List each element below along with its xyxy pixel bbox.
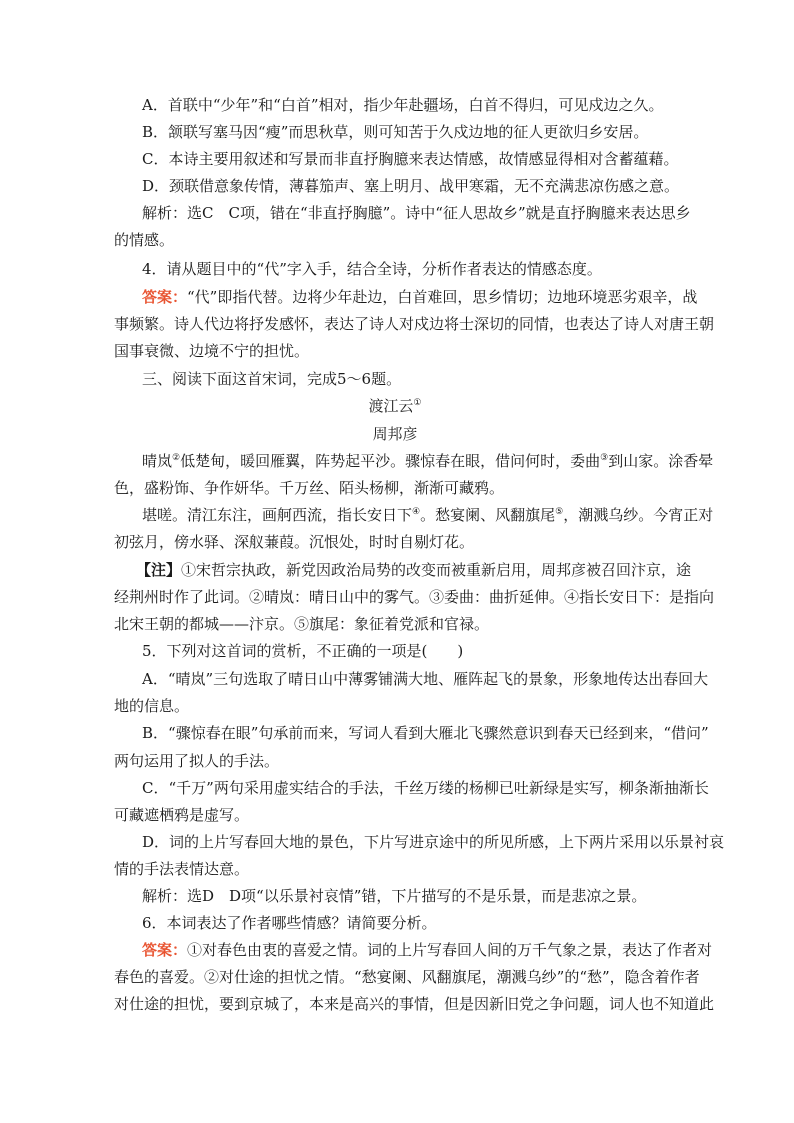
q3-analysis-line1: 解析：选C C项，错在“非直抒胸臆”。诗中“征人思故乡”就是直抒胸臆来表达思乡 xyxy=(142,204,691,222)
notes-label: 【注】 xyxy=(136,561,182,579)
answer-label: 答案： xyxy=(142,288,188,306)
q5-question: 5．下列对这首词的赏析，不正确的一项是( ) xyxy=(142,642,464,660)
q5-d-line1: D．词的上片写春回大地的景色，下片写进京途中的所见所感，上下两片采用以乐景衬哀 xyxy=(142,833,725,851)
poem-author: 周邦彦 xyxy=(372,425,418,443)
q4-answer-line2: 事频繁。诗人代边将抒发感怀，表达了诗人对戍边将士深切的同情，也表达了诗人对唐王朝 xyxy=(114,315,715,333)
notes-line2: 经荆州时作了此词。②晴岚：晴日山中的雾气。③委曲：曲折延伸。④指长安日下：是指向 xyxy=(114,588,715,606)
notes-line1: 【注】①宋哲宗执政，新党因政治局势的改变而被重新启用，周邦彦被召回汴京，途 xyxy=(136,561,692,579)
q3-option-a: A．首联中“少年”和“白首”相对，指少年赴疆场，白首不得归，可见戍边之久。 xyxy=(142,96,664,114)
q5-a-line1: A．“晴岚”三句选取了晴日山中薄雾铺满大地、雁阵起飞的景象，形象地传达出春回大 xyxy=(142,670,709,688)
q3-option-c: C．本诗主要用叙述和写景而非直抒胸臆来表达情感，故情感显得相对含蓄蕴藉。 xyxy=(142,150,679,168)
answer-label: 答案： xyxy=(142,941,188,959)
q3-option-d: D．颈联借意象传情，薄暮笳声、塞上明月、战甲寒霜，无不充满悲凉伤感之意。 xyxy=(142,177,680,195)
q6-answer-line1: 答案：①对春色由衷的喜爱之情。词的上片写春回人间的万千气象之景，表达了作者对 xyxy=(142,941,713,959)
q5-a-line2: 地的信息。 xyxy=(114,697,190,715)
q3-analysis-line2: 的情感。 xyxy=(114,231,175,249)
q5-c-line1: C．“千万”两句采用虚实结合的手法，千丝万缕的杨柳已吐新绿是实写，柳条渐抽渐长 xyxy=(142,779,709,797)
q6-answer-line3: 对仕途的担忧，要到京城了，本来是高兴的事情，但是因新旧党之争问题，词人也不知道此 xyxy=(114,995,715,1013)
q5-c-line2: 可藏遮栖鸦是虚写。 xyxy=(114,806,250,824)
poem-p2-line2: 初弦月，傍水驿、深舣蒹葭。沉恨处，时时自剔灯花。 xyxy=(114,533,475,551)
poem-p1-line2: 色，盛粉饰、争作妍华。千万丝、陌头杨柳，渐渐可藏鸦。 xyxy=(114,479,505,497)
q3-option-b: B．颔联写塞马因“瘦”而思秋草，则可知苦于久戍边地的征人更欲归乡安居。 xyxy=(142,123,649,141)
footnote-mark: ① xyxy=(413,398,422,408)
q4-answer-line3: 国事衰微、边境不宁的担忧。 xyxy=(114,342,310,360)
q5-b-line1: B．“骤惊春在眼”句承前而来，写词人看到大雁北飞骤然意识到春天已经到来，“借问” xyxy=(142,724,709,742)
poem-title: 渡江云① xyxy=(368,397,422,415)
q5-analysis: 解析：选D D项“以乐景衬哀情”错，下片描写的不是乐景，而是悲凉之景。 xyxy=(142,887,647,905)
poem-p1-line1: 晴岚②低楚甸，暖回雁翼，阵势起平沙。骤惊春在眼，借问何时，委曲③到山家。涂香晕 xyxy=(142,452,714,470)
q5-d-line2: 情的手法表情达意。 xyxy=(114,860,250,878)
section3-heading: 三、阅读下面这首宋词，完成5～6题。 xyxy=(142,370,402,388)
q5-b-line2: 两句运用了拟人的手法。 xyxy=(114,752,280,770)
q6-answer-line2: 春色的喜爱。②对仕途的担忧之情。“愁宴阑、风翻旗尾，潮溅乌纱”的“愁”，隐含着作者 xyxy=(114,968,700,986)
q4-answer-line1: 答案：“代”即指代替。边将少年赴边，白首难回，思乡情切；边地环境恶劣艰辛，战 xyxy=(142,288,698,306)
poem-p2-line1: 堪嗟。清江东注，画舸西流，指长安日下④。愁宴阑、风翻旗尾⑤，潮溅乌纱。今宵正对 xyxy=(142,506,714,524)
notes-line3: 北宋王朝的都城——汴京。⑤旗尾：象征着党派和官禄。 xyxy=(114,615,490,633)
q4-question: 4．请从题目中的“代”字入手，结合全诗，分析作者表达的情感态度。 xyxy=(142,260,602,278)
q6-question: 6．本词表达了作者哪些情感？请简要分析。 xyxy=(142,914,437,932)
